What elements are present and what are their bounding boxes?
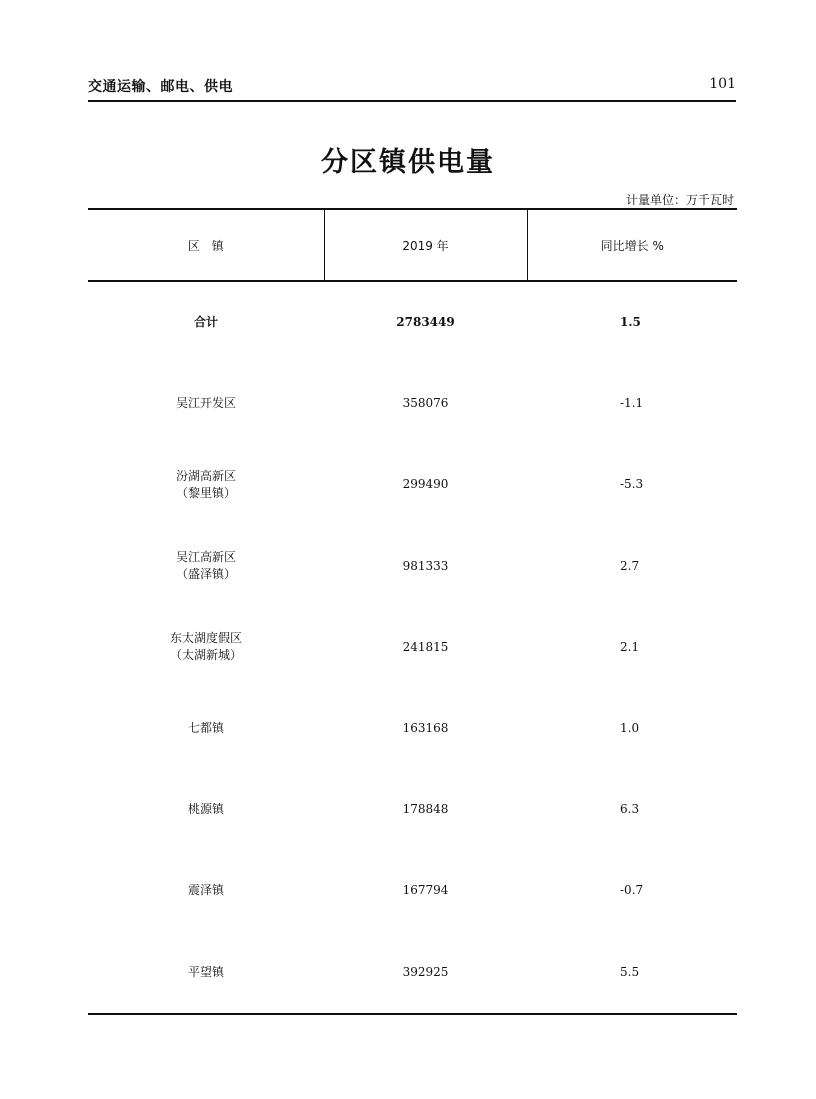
value-cell: 241815 xyxy=(402,639,449,654)
region-name: 七都镇 xyxy=(187,721,224,736)
power-supply-table xyxy=(88,208,737,1015)
region-name: 吴江高新区 xyxy=(175,550,236,565)
region-name: 东太湖度假区 xyxy=(169,631,242,646)
growth-cell: 1.5 xyxy=(620,315,641,330)
region-cell xyxy=(88,769,324,850)
table-row xyxy=(88,363,737,444)
value-cell: 392925 xyxy=(402,964,449,979)
region-cell xyxy=(88,526,324,607)
value-cell: 2783449 xyxy=(396,315,455,330)
region-cell xyxy=(88,932,324,1014)
table-row xyxy=(88,769,737,850)
region-cell xyxy=(88,850,324,931)
header-row xyxy=(88,209,737,281)
unit-label: 计量单位：万千瓦时 xyxy=(625,193,734,207)
section-title: 交通运输、邮电、供电 xyxy=(88,79,233,95)
column-header-2019: 2019 年 xyxy=(324,209,527,281)
region-cell xyxy=(88,688,324,769)
region-name: 合计 xyxy=(193,315,218,330)
value-cell: 981333 xyxy=(402,558,449,573)
value-cell: 163168 xyxy=(402,721,449,736)
page-title: 分区镇供电量 xyxy=(321,147,495,178)
region-name: 桃源镇 xyxy=(187,802,224,817)
growth-cell: 6.3 xyxy=(620,802,640,817)
region-name: 平望镇 xyxy=(187,964,224,979)
growth-cell: 1.0 xyxy=(620,721,640,736)
table-row-total xyxy=(88,281,737,363)
value-cell: 299490 xyxy=(402,477,449,492)
growth-cell: -5.3 xyxy=(620,477,644,492)
growth-cell: -0.7 xyxy=(620,883,644,898)
growth-cell: -1.1 xyxy=(620,396,644,411)
table-row xyxy=(88,444,737,525)
region-subname: （黎里镇） xyxy=(175,485,236,500)
value-cell: 167794 xyxy=(402,883,449,898)
table-row xyxy=(88,932,737,1014)
table-row xyxy=(88,526,737,607)
region-subname: （盛泽镇） xyxy=(175,567,236,582)
region-name: 震泽镇 xyxy=(187,883,224,898)
table-row xyxy=(88,607,737,688)
region-name: 汾湖高新区 xyxy=(175,468,236,483)
region-subname: （太湖新城） xyxy=(169,648,242,663)
page-number: 101 xyxy=(709,76,736,92)
table-header xyxy=(88,209,737,281)
growth-cell: 5.5 xyxy=(620,964,640,979)
value-cell: 358076 xyxy=(402,396,449,411)
table-row xyxy=(88,688,737,769)
table-row xyxy=(88,850,737,931)
growth-cell: 2.1 xyxy=(620,639,640,654)
column-header-growth: 同比增长 % xyxy=(527,209,737,281)
running-header xyxy=(88,76,736,102)
region-name: 吴江开发区 xyxy=(175,396,236,411)
region-cell xyxy=(88,607,324,688)
region-cell xyxy=(88,281,324,363)
region-cell xyxy=(88,444,324,525)
value-cell: 178848 xyxy=(402,802,449,817)
column-header-region: 区 镇 xyxy=(88,209,324,281)
growth-cell: 2.7 xyxy=(620,558,640,573)
region-cell xyxy=(88,363,324,444)
